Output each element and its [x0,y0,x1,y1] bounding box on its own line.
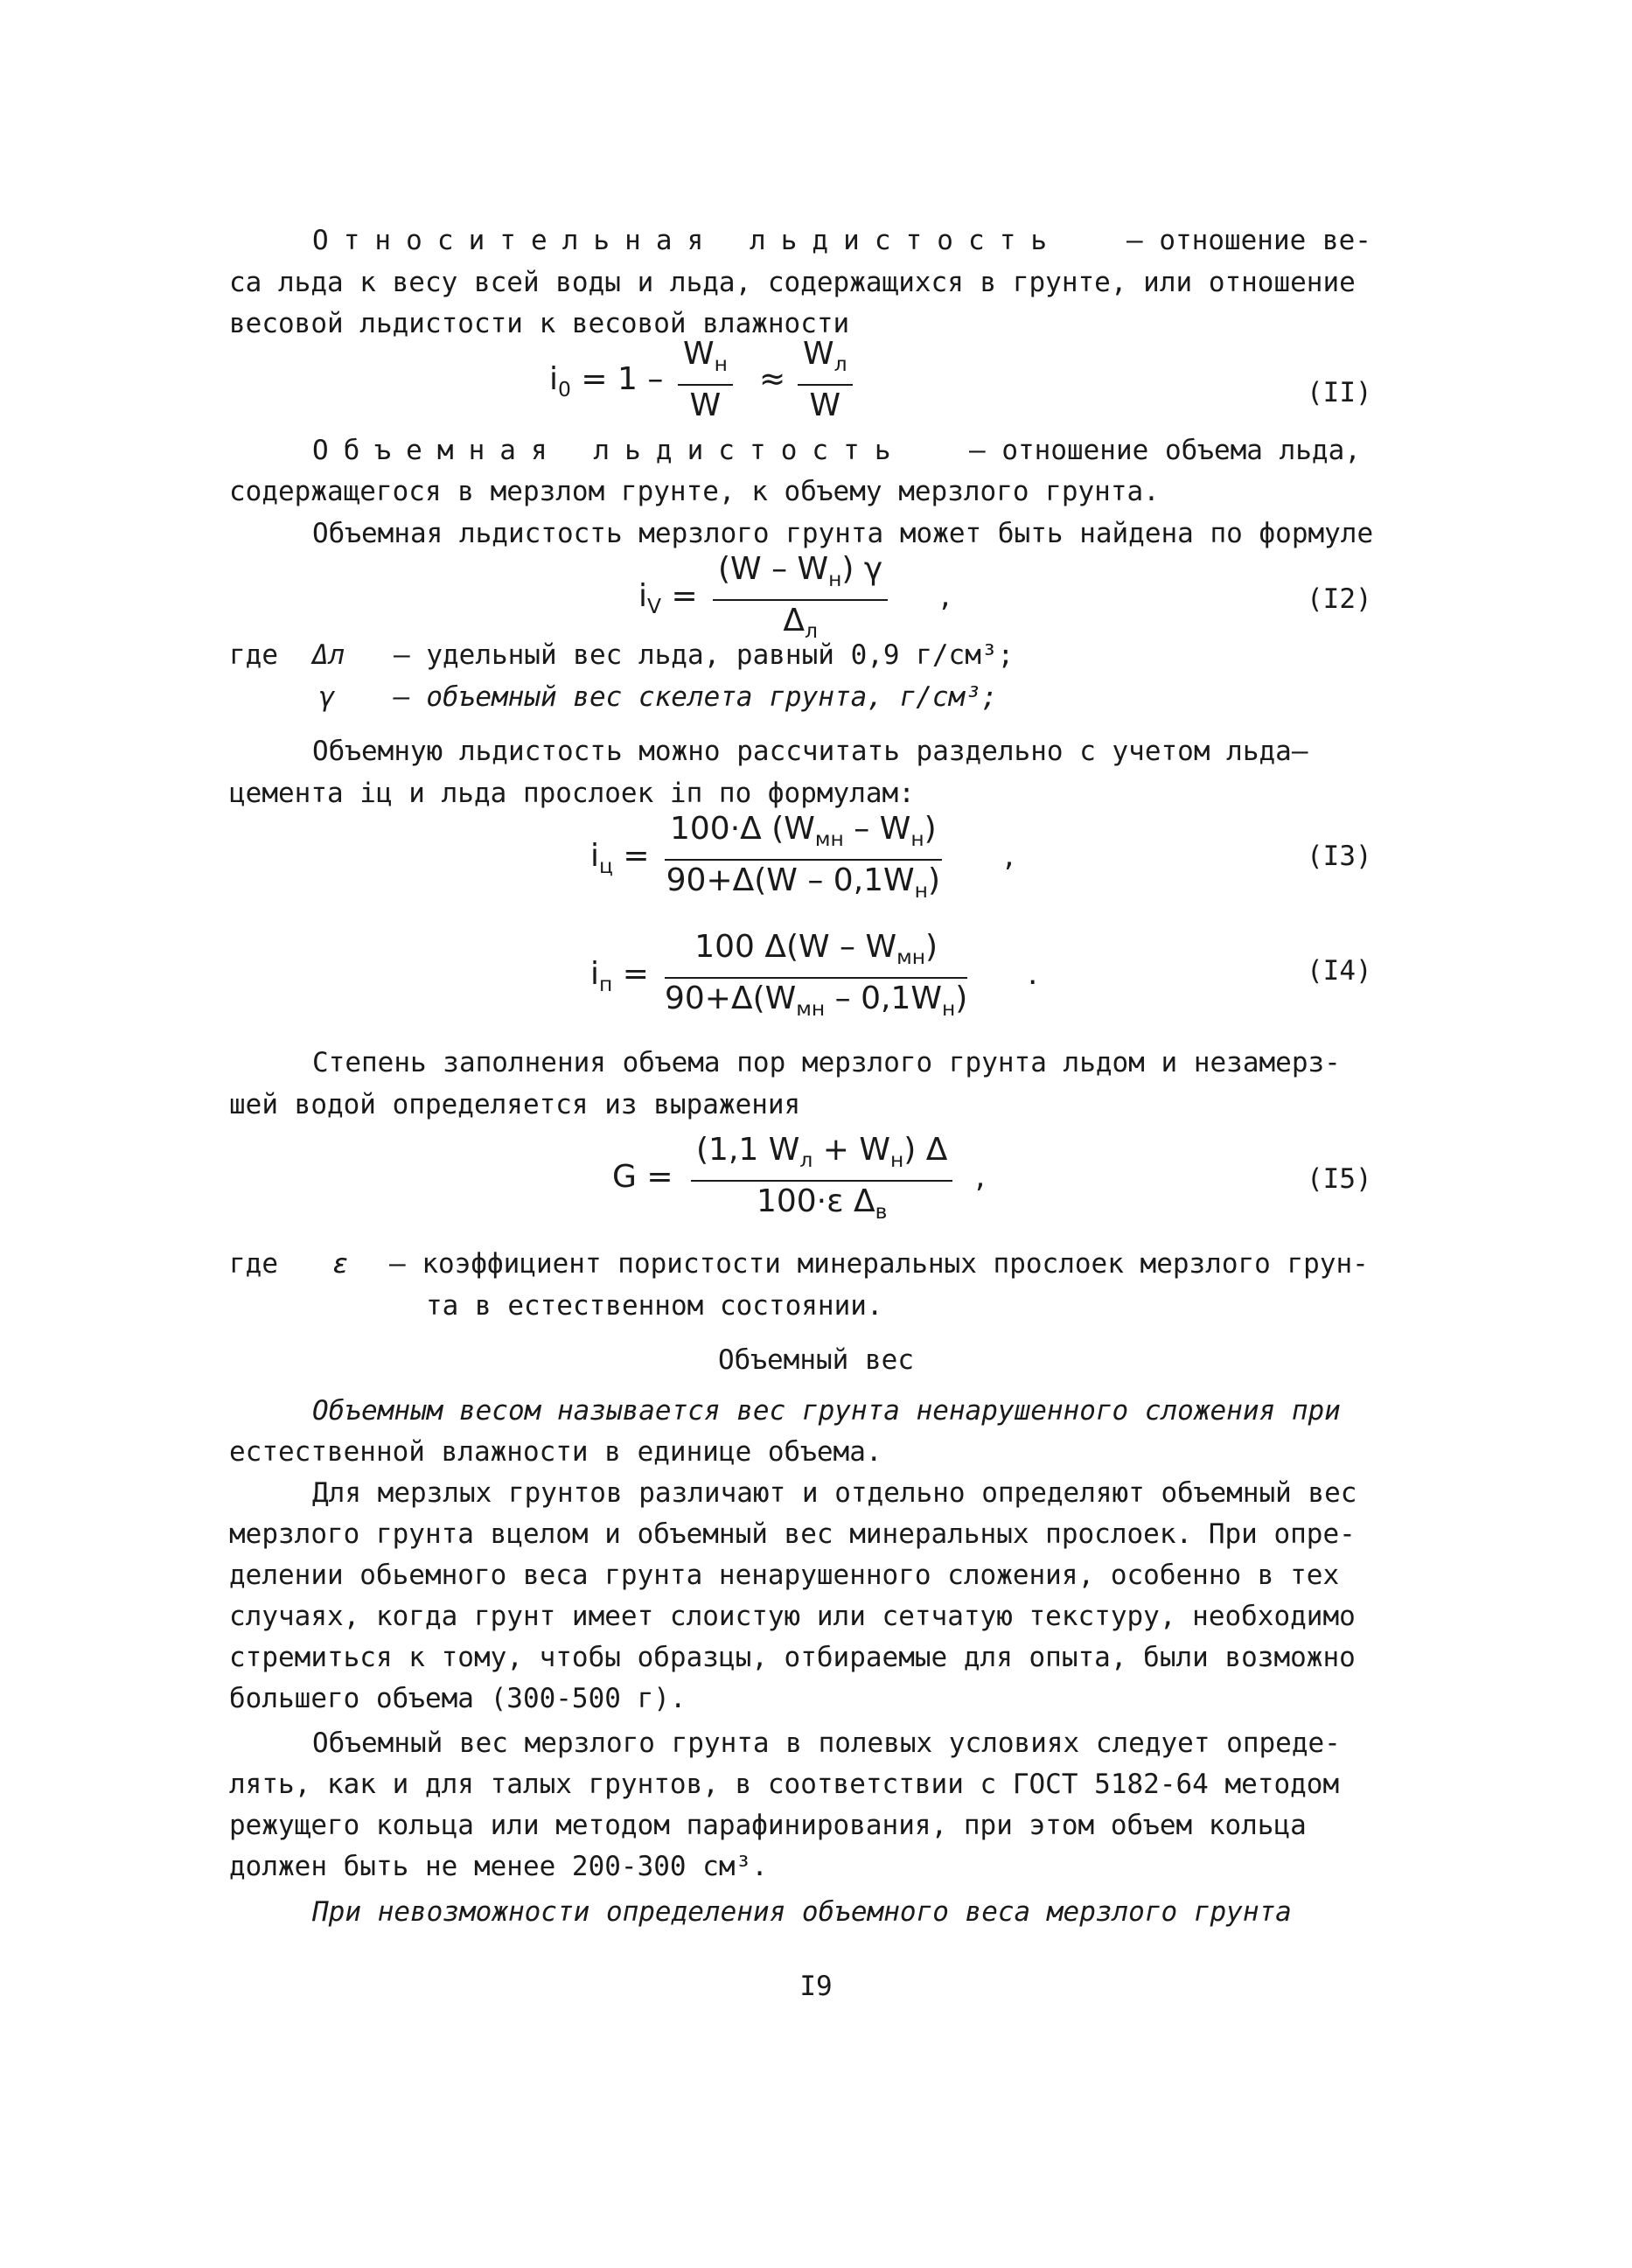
paragraph-7-line-4: должен быть не менее 200-300 см³. [229,1851,768,1882]
equation-14-number: (I4) [1307,955,1372,987]
paragraph-5-line-1: Объемным весом называется вес грунта ненарушенного сложения при [312,1395,1341,1427]
paragraph-2-line-1-tail: – отношение объема льда, [969,435,1361,466]
where-label-1: где [229,639,278,671]
symbol-porosity: ε [332,1248,349,1280]
equation-13-comma: , [1004,838,1015,874]
equation-13-lhs: $i_ц$ = [590,838,650,879]
equation-11-fraction-1: $W_н$ W [678,334,733,426]
equation-11-lhs: $i_0 = 1$ – [549,361,664,402]
paragraph-2-line-1 [312,430,906,471]
paragraph-4-line-2: шей водой определяется из выражения [229,1089,801,1120]
symbol-ice-specific-weight: Δл [312,639,345,671]
paragraph-6-line-6: большего объема (300-500 г). [229,1683,687,1714]
definition-ice-specific-weight: – удельный вес льда, равный 0,9 г/см³; [394,639,1015,671]
equation-12-fraction: $(W - W_н)$ γ $\Delta_л$ [713,549,888,651]
equation-15-comma: , [975,1159,986,1195]
equation-11-fraction-2: $W_л$ W [798,334,853,426]
definition-porosity-line-1: – коэффициент пористости минеральных прослоек мерзлого грун- [389,1248,1369,1280]
definition-porosity-line-2: та в естественном состоянии. [426,1290,883,1322]
equation-12-lhs: $i_V$ = [638,578,698,619]
paragraph-7-line-2: лять, как и для талых грунтов, в соответствии с ГОСТ 5182-64 методом [229,1769,1340,1800]
equation-13-number: (I3) [1307,841,1372,872]
paragraph-7-line-1: Объемный вес мерзлого грунта в полевых условиях следует опреде- [312,1727,1341,1759]
section-heading: Объемный вес [718,1344,914,1376]
paragraph-5-line-2: естественной влажности в единице объема. [229,1436,882,1468]
equation-11-number: (II) [1307,377,1372,408]
equation-14-dot: . [1028,956,1038,992]
paragraph-4-line-1: Степень заполнения объема пор мерзлого грунта льдом и незамерз- [312,1047,1341,1078]
paragraph-3-line-1: Объемную льдистость можно рассчитать раздельно с учетом льда– [312,736,1308,767]
equation-15-lhs: G = [612,1159,673,1195]
paragraph-1-line-1-tail: – отношение ве- [1126,225,1371,256]
equation-14-fraction: 100 $\Delta(W - W_{мн})$ $90+\Delta(W_{мн} - 0,1W_н)$ [665,929,968,1022]
paragraph-2-line-2: содержащегося в мерзлом грунте, к объему мерзлого грунта. [229,476,1160,507]
equation-15-number: (I5) [1307,1163,1372,1195]
equation-12-comma: , [940,578,951,614]
paragraph-6-line-1: Для мерзлых грунтов различают и отдельно определяют объемный вес [312,1477,1357,1509]
paragraph-3-line-2: цемента iц и льда прослоек iп по формулам: [229,778,915,809]
page-number: I9 [799,1971,833,2002]
paragraph-2-line-3: Объемная льдистость мерзлого грунта может быть найдена по формуле [312,518,1374,549]
paragraph-6-line-4: случаях, когда грунт имеет слоистую или сетчатую текстуру, необходимо [229,1601,1356,1632]
term-relative-ice-content: Относительная льдистость [312,225,1063,256]
paragraph-1-line-1 [312,220,1062,262]
paragraph-6-line-3: делении обьемного веса грунта ненарушенного сложения, особенно в тех [229,1560,1340,1591]
term-volumetric-ice-content: Объемная льдистость [312,435,906,466]
paragraph-7-line-3: режущего кольца или методом парафинирования, при этом объем кольца [229,1810,1307,1841]
where-label-2: где [229,1248,278,1280]
paragraph-6-line-5: стремиться к тому, чтобы образцы, отбираемые для опыта, были возможно [229,1642,1356,1673]
definition-skeleton-weight: – объемный вес скелета грунта, г/см³; [394,681,998,713]
equation-12-number: (I2) [1307,583,1372,615]
paragraph-8-line-1: При невозможности определения объемного веса мерзлого грунта [312,1896,1292,1928]
equation-11-separator: ≈ [759,361,786,397]
paragraph-1-line-2: са льда к весу всей воды и льда, содержащихся в грунте, или отношение [229,267,1356,298]
paragraph-6-line-2: мерзлого грунта вцелом и объемный вес минеральных прослоек. При опре- [229,1518,1356,1550]
equation-14-lhs: $i_п$ = [590,956,649,997]
paragraph-1-line-3: весовой льдистости к весовой влажности [229,308,850,339]
symbol-skeleton-weight: γ [319,681,336,713]
equation-13-fraction: 100·Δ $(W_{мн} - W_н)$ $90+\Delta(W - 0,1W_н)$ [666,811,940,904]
equation-15-fraction: (1,1 $W_л + W_н$) Δ 100·ε $\Delta_в$ [691,1130,952,1232]
